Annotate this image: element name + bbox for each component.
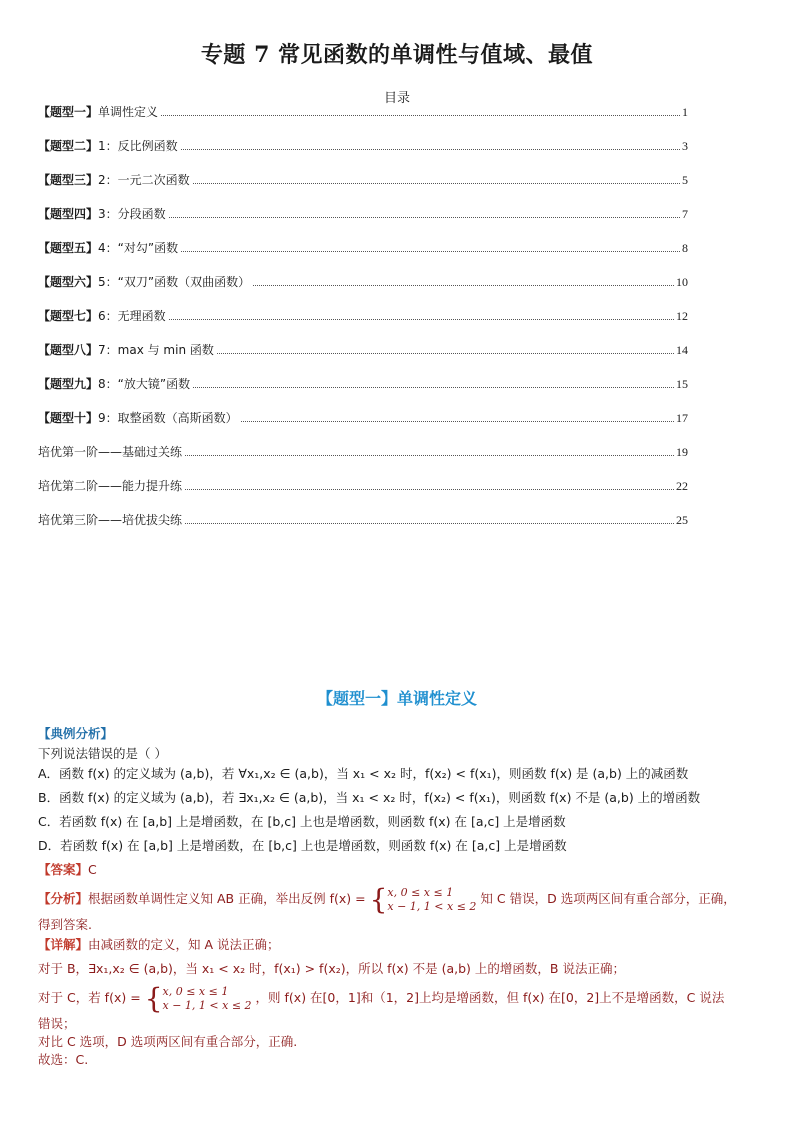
detail-line-2: 对于 B，∃x₁,x₂ ∈ (a,b)，当 x₁ < x₂ 时，f(x₁) > f(x₂)，所以 f(x) 不是 (a,b) 上的增函数，B 说法正确； xyxy=(38,960,625,976)
toc-entry[interactable] xyxy=(38,238,688,272)
detail-tag: 【详解】 xyxy=(38,936,89,952)
answer-tag: 【答案】 xyxy=(38,862,89,877)
toc-leader xyxy=(185,455,674,456)
toc-leader xyxy=(161,115,680,116)
brace-glyph: { xyxy=(369,883,388,916)
toc-tag: 【题型九】 xyxy=(38,377,99,391)
toc-entry[interactable] xyxy=(38,204,688,238)
conclusion: 故选：C. xyxy=(38,1052,89,1067)
toc-tag: 【题型三】 xyxy=(38,173,99,187)
toc-label: 2：一元二次函数 xyxy=(98,173,190,187)
toc-label: 4：“对勾”函数 xyxy=(98,241,179,255)
detail-line-1 xyxy=(38,933,768,957)
toc-leader xyxy=(185,523,674,524)
toc-page: 8 xyxy=(682,241,688,255)
piecewise-function xyxy=(145,981,252,1015)
detail-line-4: 对比 C 选项，D 选项两区间有重合部分，正确. xyxy=(38,1034,298,1049)
toc-page: 3 xyxy=(682,139,688,153)
detail-text-3-post: ，则 f(x) 在[0，1]和（1，2]上均是增函数，但 f(x) 在[0，2]上不是增函数，C 说法 xyxy=(255,989,725,1005)
document-title: 专题 7 常见函数的单调性与值域、最值 xyxy=(200,42,594,68)
detail-line-3-cont: 错误； xyxy=(38,1016,76,1031)
toc-entry[interactable] xyxy=(38,442,688,476)
toc-entry[interactable] xyxy=(38,170,688,204)
toc-tag: 【题型五】 xyxy=(38,241,99,255)
toc-label: 培优第二阶——能力提升练 xyxy=(38,479,183,493)
piecewise-cases xyxy=(163,985,252,1013)
toc-entry[interactable] xyxy=(38,476,688,510)
piece-top: x, 0 ≤ x ≤ 1 xyxy=(387,886,454,899)
toc-tag: 【题型一】 xyxy=(38,105,99,119)
toc-label: 3：分段函数 xyxy=(98,207,166,221)
toc-tag: 【题型四】 xyxy=(38,207,99,221)
option-d: D．若函数 f(x) 在 [a,b] 上是增函数，在 [b,c] 上也是增函数，则函数 f(x) 在 [a,c] 上是增函数 xyxy=(38,838,567,853)
toc-leader xyxy=(169,217,680,218)
piece-bottom: x − 1, 1 < x ≤ 2 xyxy=(387,900,477,913)
toc-label: 1：反比例函数 xyxy=(98,139,178,153)
toc-page: 15 xyxy=(676,377,688,391)
piecewise-cases xyxy=(387,886,476,914)
toc-tag: 【题型六】 xyxy=(38,275,99,289)
toc-page: 1 xyxy=(682,105,688,119)
toc-tag: 【题型八】 xyxy=(38,343,99,357)
section-body xyxy=(38,722,768,1069)
toc-leader xyxy=(181,251,680,252)
toc-heading: 目录 xyxy=(383,91,410,106)
toc-page: 12 xyxy=(676,309,688,323)
option-c: C．若函数 f(x) 在 [a,b] 上是增函数，在 [b,c] 上也是增函数，则函数 f(x) 在 [a,c] 上是增函数 xyxy=(38,814,566,829)
answer-value: C xyxy=(88,862,97,877)
toc-entry[interactable] xyxy=(38,374,688,408)
detail-text-3-pre: 对于 C，若 f(x) = xyxy=(38,989,141,1005)
analysis-tag: 【分析】 xyxy=(38,891,89,906)
toc-page: 19 xyxy=(676,445,688,459)
piece-bottom: x − 1, 1 < x ≤ 2 xyxy=(162,998,252,1012)
toc-label: 6：无理函数 xyxy=(98,309,166,323)
toc-page: 5 xyxy=(682,173,688,187)
detail-line-3 xyxy=(38,981,768,1016)
toc-page: 14 xyxy=(676,343,688,357)
piece-top: x, 0 ≤ x ≤ 1 xyxy=(162,984,229,998)
toc-label: 培优第三阶——培优拔尖练 xyxy=(38,513,183,527)
toc-page: 17 xyxy=(676,411,688,425)
toc-tag: 【题型七】 xyxy=(38,309,99,323)
toc-entry[interactable] xyxy=(38,340,688,374)
analysis-text-post: 知 C 错误，D 选项两区间有重合部分，正确， xyxy=(480,891,736,906)
toc-leader xyxy=(253,285,674,286)
table-of-contents xyxy=(38,102,688,544)
analysis-continuation: 得到答案. xyxy=(38,916,92,932)
toc-page: 7 xyxy=(682,207,688,221)
option-a: A．函数 f(x) 的定义域为 (a,b)，若 ∀x₁,x₂ ∈ (a,b)，当 x₁ < x₂ 时，f(x₂) < f(x₁)，则函数 f(x) 是 (a,b) 上的减函数 xyxy=(38,766,689,781)
toc-entry[interactable] xyxy=(38,136,688,170)
toc-leader xyxy=(241,421,674,422)
toc-leader xyxy=(185,489,674,490)
option-b: B．函数 f(x) 的定义域为 (a,b)，若 ∃x₁,x₂ ∈ (a,b)，当 x₁ < x₂ 时，f(x₂) < f(x₁)，则函数 f(x) 不是 (a,b) 上的增函数 xyxy=(38,790,701,805)
toc-leader xyxy=(217,353,674,354)
toc-entry[interactable] xyxy=(38,408,688,442)
toc-leader xyxy=(169,319,674,320)
toc-page: 25 xyxy=(676,513,688,527)
toc-page: 22 xyxy=(676,479,688,493)
toc-entry[interactable] xyxy=(38,306,688,340)
detail-text-1: 由减函数的定义，知 A 说法正确； xyxy=(88,936,280,952)
toc-entry[interactable] xyxy=(38,272,688,306)
brace-glyph: { xyxy=(144,981,163,1015)
toc-entry[interactable] xyxy=(38,102,688,136)
example-tag: 【典例分析】 xyxy=(38,726,114,741)
toc-page: 10 xyxy=(676,275,688,289)
question-stem: 下列说法错误的是（ ） xyxy=(38,746,167,761)
analysis-text-pre: 根据函数单调性定义知 AB 正确，举出反例 f(x) = xyxy=(88,891,366,906)
toc-label: 5：“双刀”函数（双曲函数） xyxy=(98,275,251,289)
toc-leader xyxy=(181,149,680,150)
toc-tag: 【题型十】 xyxy=(38,411,99,425)
toc-label: 培优第一阶——基础过关练 xyxy=(38,445,183,459)
analysis-block xyxy=(38,882,768,917)
toc-leader xyxy=(193,387,674,388)
section-title: 【题型一】单调性定义 xyxy=(316,689,477,708)
toc-entry[interactable] xyxy=(38,510,688,544)
piecewise-function xyxy=(370,883,477,917)
toc-label: 8：“放大镜”函数 xyxy=(98,377,191,391)
toc-label: 7：max 与 min 函数 xyxy=(98,343,214,357)
toc-label: 单调性定义 xyxy=(98,105,159,119)
toc-label: 9：取整函数（高斯函数） xyxy=(98,411,238,425)
toc-tag: 【题型二】 xyxy=(38,139,99,153)
toc-leader xyxy=(193,183,680,184)
answer-line xyxy=(38,858,768,882)
